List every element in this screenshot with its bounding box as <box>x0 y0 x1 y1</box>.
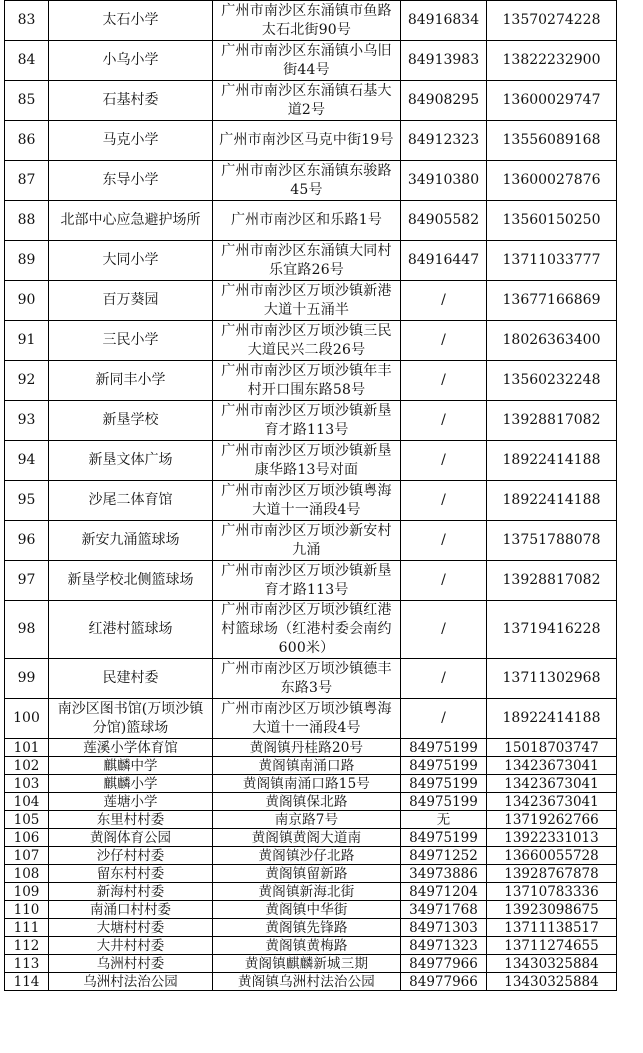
table-row <box>5 361 617 401</box>
row-number-cell: 86 <box>5 121 49 161</box>
mobile-number-cell: 18026363400 <box>487 321 617 361</box>
phone-number-cell: 84975199 <box>401 829 487 847</box>
row-number-cell: 98 <box>5 601 49 659</box>
table-row <box>5 775 617 793</box>
site-name-cell: 大塘村村委 <box>49 919 213 937</box>
site-name-cell: 民建村委 <box>49 659 213 699</box>
phone-number-cell: 84975199 <box>401 739 487 757</box>
table-row <box>5 811 617 829</box>
row-number-cell: 113 <box>5 955 49 973</box>
row-number-cell: 100 <box>5 699 49 739</box>
phone-number-cell: 84977966 <box>401 955 487 973</box>
table-row <box>5 401 617 441</box>
site-name-cell: 三民小学 <box>49 321 213 361</box>
mobile-number-cell: 13719416228 <box>487 601 617 659</box>
row-number-cell: 105 <box>5 811 49 829</box>
mobile-number-cell: 13751788078 <box>487 521 617 561</box>
row-number-cell: 112 <box>5 937 49 955</box>
row-number-cell: 109 <box>5 883 49 901</box>
site-name-cell: 东导小学 <box>49 161 213 201</box>
mobile-number-cell: 13711302968 <box>487 659 617 699</box>
site-address-cell: 广州市南沙区东涌镇小乌旧街44号 <box>213 41 401 81</box>
row-number-cell: 103 <box>5 775 49 793</box>
site-address-cell: 黄阁镇沙仔北路 <box>213 847 401 865</box>
table-row <box>5 883 617 901</box>
site-address-cell: 广州市南沙区东涌镇石基大道2号 <box>213 81 401 121</box>
phone-number-cell: / <box>401 281 487 321</box>
site-name-cell: 小乌小学 <box>49 41 213 81</box>
phone-number-cell: 84971204 <box>401 883 487 901</box>
phone-number-cell: / <box>401 321 487 361</box>
site-address-cell: 黄阁镇中华街 <box>213 901 401 919</box>
row-number-cell: 95 <box>5 481 49 521</box>
table-row <box>5 601 617 659</box>
site-name-cell: 新垦学校北侧篮球场 <box>49 561 213 601</box>
table-row <box>5 865 617 883</box>
row-number-cell: 87 <box>5 161 49 201</box>
phone-number-cell: 84908295 <box>401 81 487 121</box>
site-name-cell: 沙尾二体育馆 <box>49 481 213 521</box>
table-row <box>5 481 617 521</box>
phone-number-cell: 84905582 <box>401 201 487 241</box>
site-address-cell: 广州市南沙区和乐路1号 <box>213 201 401 241</box>
site-name-cell: 新安九涌篮球场 <box>49 521 213 561</box>
table-row <box>5 919 617 937</box>
row-number-cell: 92 <box>5 361 49 401</box>
table-row <box>5 659 617 699</box>
phone-number-cell: / <box>401 361 487 401</box>
row-number-cell: 110 <box>5 901 49 919</box>
shelter-table <box>4 0 617 991</box>
site-name-cell: 大井村村委 <box>49 937 213 955</box>
phone-number-cell: 84977966 <box>401 973 487 991</box>
row-number-cell: 93 <box>5 401 49 441</box>
phone-number-cell: 84971323 <box>401 937 487 955</box>
site-address-cell: 黄阁镇南涌口路 <box>213 757 401 775</box>
phone-number-cell: 84916447 <box>401 241 487 281</box>
phone-number-cell: 84913983 <box>401 41 487 81</box>
row-number-cell: 84 <box>5 41 49 81</box>
site-address-cell: 黄阁镇先锋路 <box>213 919 401 937</box>
row-number-cell: 94 <box>5 441 49 481</box>
mobile-number-cell: 18922414188 <box>487 699 617 739</box>
table-row <box>5 161 617 201</box>
row-number-cell: 96 <box>5 521 49 561</box>
table-row <box>5 321 617 361</box>
mobile-number-cell: 18922414188 <box>487 441 617 481</box>
site-name-cell: 北部中心应急避护场所 <box>49 201 213 241</box>
mobile-number-cell: 13711138517 <box>487 919 617 937</box>
site-address-cell: 广州市南沙区万顷沙镇三民大道民兴二段26号 <box>213 321 401 361</box>
site-name-cell: 莲溪小学体育馆 <box>49 739 213 757</box>
mobile-number-cell: 13719262766 <box>487 811 617 829</box>
table-row <box>5 561 617 601</box>
table-body <box>5 1 617 991</box>
mobile-number-cell: 13430325884 <box>487 955 617 973</box>
row-number-cell: 99 <box>5 659 49 699</box>
site-address-cell: 广州市南沙区万顷沙镇红港村篮球场（红港村委会南约600米） <box>213 601 401 659</box>
phone-number-cell: 34973886 <box>401 865 487 883</box>
mobile-number-cell: 13600029747 <box>487 81 617 121</box>
row-number-cell: 114 <box>5 973 49 991</box>
table-row <box>5 937 617 955</box>
site-address-cell: 黄阁镇麒麟新城三期 <box>213 955 401 973</box>
site-address-cell: 广州市南沙区万顷沙镇德丰东路3号 <box>213 659 401 699</box>
site-address-cell: 黄阁镇黄阁大道南 <box>213 829 401 847</box>
mobile-number-cell: 15018703747 <box>487 739 617 757</box>
site-name-cell: 莲塘小学 <box>49 793 213 811</box>
row-number-cell: 91 <box>5 321 49 361</box>
mobile-number-cell: 13570274228 <box>487 1 617 41</box>
site-address-cell: 广州市南沙区万顷沙新安村九涌 <box>213 521 401 561</box>
site-name-cell: 太石小学 <box>49 1 213 41</box>
phone-number-cell: 无 <box>401 811 487 829</box>
table-row <box>5 441 617 481</box>
mobile-number-cell: 13560150250 <box>487 201 617 241</box>
table-row <box>5 81 617 121</box>
table-row <box>5 973 617 991</box>
table-row <box>5 521 617 561</box>
site-address-cell: 广州市南沙区万顷沙镇年丰村开口围东路58号 <box>213 361 401 401</box>
table-row <box>5 1 617 41</box>
phone-number-cell: 84916834 <box>401 1 487 41</box>
site-address-cell: 广州市南沙区万顷沙镇新港大道十五涌半 <box>213 281 401 321</box>
site-address-cell: 广州市南沙区东涌镇市鱼路太石北街90号 <box>213 1 401 41</box>
mobile-number-cell: 13711033777 <box>487 241 617 281</box>
phone-number-cell: / <box>401 561 487 601</box>
phone-number-cell: 34910380 <box>401 161 487 201</box>
site-name-cell: 麒麟小学 <box>49 775 213 793</box>
phone-number-cell: / <box>401 401 487 441</box>
mobile-number-cell: 13423673041 <box>487 775 617 793</box>
row-number-cell: 83 <box>5 1 49 41</box>
site-name-cell: 石基村委 <box>49 81 213 121</box>
row-number-cell: 85 <box>5 81 49 121</box>
site-name-cell: 新海村村委 <box>49 883 213 901</box>
site-name-cell: 新垦文体广场 <box>49 441 213 481</box>
mobile-number-cell: 13923098675 <box>487 901 617 919</box>
table-row <box>5 829 617 847</box>
site-name-cell: 南涌口村村委 <box>49 901 213 919</box>
row-number-cell: 101 <box>5 739 49 757</box>
phone-number-cell: 84912323 <box>401 121 487 161</box>
table-row <box>5 739 617 757</box>
row-number-cell: 108 <box>5 865 49 883</box>
table-row <box>5 955 617 973</box>
site-name-cell: 沙仔村村委 <box>49 847 213 865</box>
mobile-number-cell: 13710783336 <box>487 883 617 901</box>
site-name-cell: 黄阁体育公园 <box>49 829 213 847</box>
table-row <box>5 901 617 919</box>
phone-number-cell: 84975199 <box>401 757 487 775</box>
row-number-cell: 89 <box>5 241 49 281</box>
row-number-cell: 106 <box>5 829 49 847</box>
site-address-cell: 广州市南沙区马克中街19号 <box>213 121 401 161</box>
phone-number-cell: / <box>401 699 487 739</box>
row-number-cell: 104 <box>5 793 49 811</box>
table-row <box>5 241 617 281</box>
mobile-number-cell: 13600027876 <box>487 161 617 201</box>
site-address-cell: 黄阁镇黄梅路 <box>213 937 401 955</box>
site-name-cell: 南沙区图书馆(万顷沙镇分馆)篮球场 <box>49 699 213 739</box>
site-name-cell: 留东村村委 <box>49 865 213 883</box>
phone-number-cell: / <box>401 601 487 659</box>
site-address-cell: 广州市南沙区万顷沙镇新垦康华路13号对面 <box>213 441 401 481</box>
site-name-cell: 马克小学 <box>49 121 213 161</box>
mobile-number-cell: 13922331013 <box>487 829 617 847</box>
site-name-cell: 新垦学校 <box>49 401 213 441</box>
site-address-cell: 南京路7号 <box>213 811 401 829</box>
row-number-cell: 111 <box>5 919 49 937</box>
site-address-cell: 黄阁镇乌洲村法治公园 <box>213 973 401 991</box>
mobile-number-cell: 13928817082 <box>487 401 617 441</box>
mobile-number-cell: 13711274655 <box>487 937 617 955</box>
mobile-number-cell: 13660055728 <box>487 847 617 865</box>
site-name-cell: 红港村篮球场 <box>49 601 213 659</box>
table-row <box>5 201 617 241</box>
site-name-cell: 百万葵园 <box>49 281 213 321</box>
mobile-number-cell: 13423673041 <box>487 757 617 775</box>
site-name-cell: 东里村村委 <box>49 811 213 829</box>
table-row <box>5 757 617 775</box>
site-address-cell: 黄阁镇丹桂路20号 <box>213 739 401 757</box>
phone-number-cell: 84971303 <box>401 919 487 937</box>
site-address-cell: 广州市南沙区万顷沙镇粤海大道十一涌段4号 <box>213 481 401 521</box>
site-name-cell: 新同丰小学 <box>49 361 213 401</box>
phone-number-cell: / <box>401 441 487 481</box>
phone-number-cell: / <box>401 521 487 561</box>
row-number-cell: 90 <box>5 281 49 321</box>
table-row <box>5 793 617 811</box>
site-address-cell: 广州市南沙区万顷沙镇粤海大道十一涌段4号 <box>213 699 401 739</box>
mobile-number-cell: 13677166869 <box>487 281 617 321</box>
phone-number-cell: / <box>401 481 487 521</box>
row-number-cell: 107 <box>5 847 49 865</box>
mobile-number-cell: 13423673041 <box>487 793 617 811</box>
phone-number-cell: / <box>401 659 487 699</box>
site-address-cell: 广州市南沙区万顷沙镇新垦育才路113号 <box>213 401 401 441</box>
site-name-cell: 麒麟中学 <box>49 757 213 775</box>
site-address-cell: 黄阁镇南涌口路15号 <box>213 775 401 793</box>
mobile-number-cell: 13556089168 <box>487 121 617 161</box>
site-address-cell: 黄阁镇保北路 <box>213 793 401 811</box>
site-name-cell: 乌洲村法治公园 <box>49 973 213 991</box>
table-row <box>5 41 617 81</box>
mobile-number-cell: 13928817082 <box>487 561 617 601</box>
mobile-number-cell: 13928767878 <box>487 865 617 883</box>
phone-number-cell: 84975199 <box>401 793 487 811</box>
row-number-cell: 97 <box>5 561 49 601</box>
phone-number-cell: 34971768 <box>401 901 487 919</box>
site-address-cell: 黄阁镇留新路 <box>213 865 401 883</box>
row-number-cell: 102 <box>5 757 49 775</box>
mobile-number-cell: 13560232248 <box>487 361 617 401</box>
site-name-cell: 大同小学 <box>49 241 213 281</box>
site-address-cell: 广州市南沙区万顷沙镇新垦育才路113号 <box>213 561 401 601</box>
site-name-cell: 乌洲村村委 <box>49 955 213 973</box>
mobile-number-cell: 13822232900 <box>487 41 617 81</box>
table-row <box>5 121 617 161</box>
site-address-cell: 黄阁镇新海北街 <box>213 883 401 901</box>
phone-number-cell: 84975199 <box>401 775 487 793</box>
phone-number-cell: 84971252 <box>401 847 487 865</box>
mobile-number-cell: 13430325884 <box>487 973 617 991</box>
site-address-cell: 广州市南沙区东涌镇大同村乐宜路26号 <box>213 241 401 281</box>
table-row <box>5 699 617 739</box>
row-number-cell: 88 <box>5 201 49 241</box>
mobile-number-cell: 18922414188 <box>487 481 617 521</box>
table-row <box>5 281 617 321</box>
table-row <box>5 847 617 865</box>
site-address-cell: 广州市南沙区东涌镇东骏路45号 <box>213 161 401 201</box>
